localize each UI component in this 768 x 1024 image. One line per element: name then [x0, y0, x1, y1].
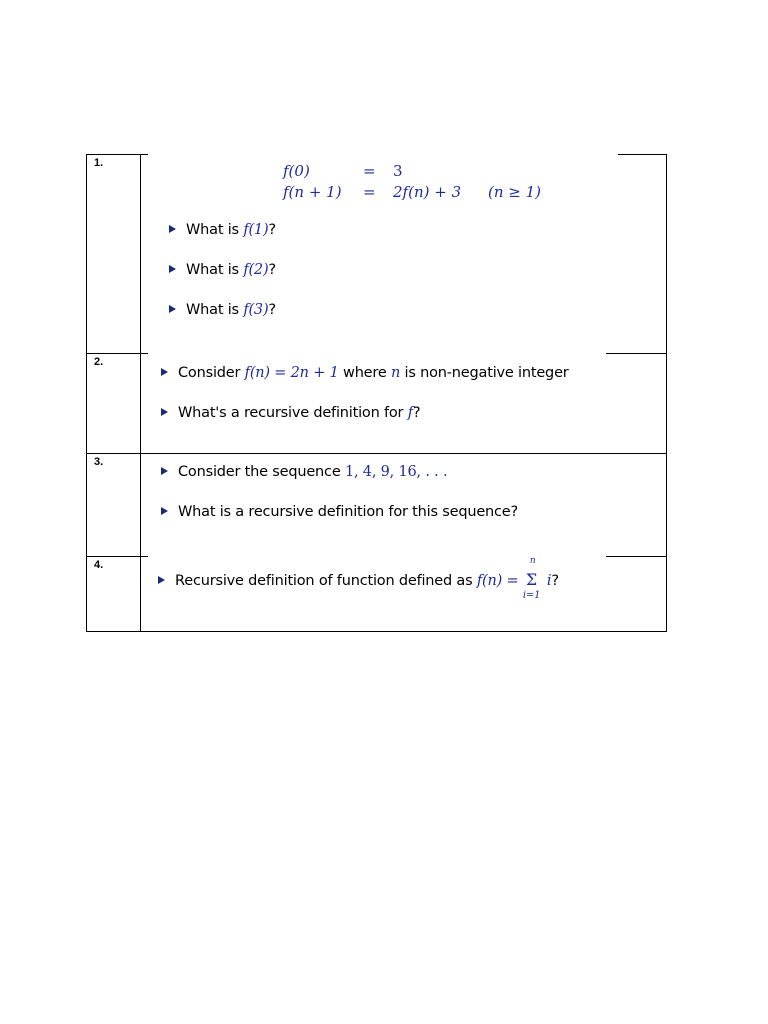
bullet-math: f(n) = 2n + 1 [244, 365, 339, 381]
bullet-item [161, 365, 569, 381]
bullet-triangle-icon [161, 467, 168, 475]
bullet-math-2: n [390, 365, 401, 381]
bullet-end: ? [268, 262, 276, 278]
bullet-math: 1, 4, 9, 16, . . . [344, 464, 448, 480]
row-content [141, 556, 667, 632]
bullet-triangle-icon [169, 265, 176, 273]
bullet-triangle-icon [161, 507, 168, 515]
bullet-text: What is [186, 302, 244, 318]
table-row [86, 154, 667, 353]
bullet-item [161, 464, 447, 480]
equation-op: = [363, 183, 376, 201]
row-number: 3. [94, 456, 104, 468]
bullet-item [169, 302, 276, 318]
table-row [86, 453, 667, 556]
row-number: 4. [94, 559, 104, 571]
equation-rhs: 2f(n) + 3 [393, 183, 462, 201]
bullet-text: Consider the sequence [178, 464, 345, 480]
bullet-item [158, 556, 559, 601]
row-number-cell [86, 154, 140, 353]
equation-op: = [363, 162, 376, 180]
row-number: 2. [94, 356, 104, 368]
bullet-item [169, 222, 276, 238]
bullet-math: f(1) [243, 222, 269, 238]
sum-upper-limit: n [529, 556, 536, 566]
bullet-triangle-icon [169, 305, 176, 313]
bullet-math: f(2) [243, 262, 269, 278]
bullet-end: ? [268, 222, 276, 238]
bullet-math: f [407, 405, 413, 421]
bullet-item [161, 504, 518, 520]
bullet-text: What is [186, 222, 244, 238]
bullet-triangle-icon [158, 576, 165, 584]
bullet-text: Consider [178, 365, 245, 381]
bullet-end: ? [412, 405, 421, 421]
bullet-text: What's a recursive definition for [178, 405, 408, 421]
bullet-triangle-icon [169, 225, 176, 233]
bullet-triangle-icon [161, 408, 168, 416]
bullet-text: Recursive definition of function defined as [175, 573, 477, 589]
table-row [86, 556, 667, 632]
row-content [141, 353, 667, 453]
bullet-triangle-icon [161, 368, 168, 376]
exercise-table [86, 154, 667, 632]
bullet-math: f(n) = [476, 573, 519, 589]
bullet-item [169, 262, 276, 278]
row-content [141, 453, 667, 556]
row-number: 1. [94, 157, 104, 169]
bullet-end: ? [551, 573, 559, 589]
sum-symbol: Σ [525, 570, 538, 589]
bullet-text: What is [186, 262, 244, 278]
table-row [86, 353, 667, 453]
bullet-text-2: where [338, 365, 391, 381]
sum-variable: i [546, 573, 552, 589]
row-number-cell [86, 353, 140, 453]
bullet-math: f(3) [243, 302, 269, 318]
equation-rhs: 3 [393, 162, 403, 180]
row-content [141, 154, 667, 353]
summation [522, 556, 547, 601]
equation-lhs: f(0) [283, 162, 310, 180]
bullet-text: What is a recursive definition for this sequence? [178, 504, 519, 520]
row-number-cell [86, 556, 140, 632]
equation-line [283, 162, 403, 180]
bullet-end: ? [268, 302, 276, 318]
bullet-item [161, 405, 420, 421]
bullet-text-3: is non-negative integer [400, 365, 569, 381]
equation-lhs: f(n + 1) [283, 183, 342, 201]
equation-line [283, 183, 541, 201]
row-number-cell [86, 453, 140, 556]
sum-lower-limit: i=1 [522, 590, 541, 601]
equation-condition: (n ≥ 1) [488, 183, 542, 201]
